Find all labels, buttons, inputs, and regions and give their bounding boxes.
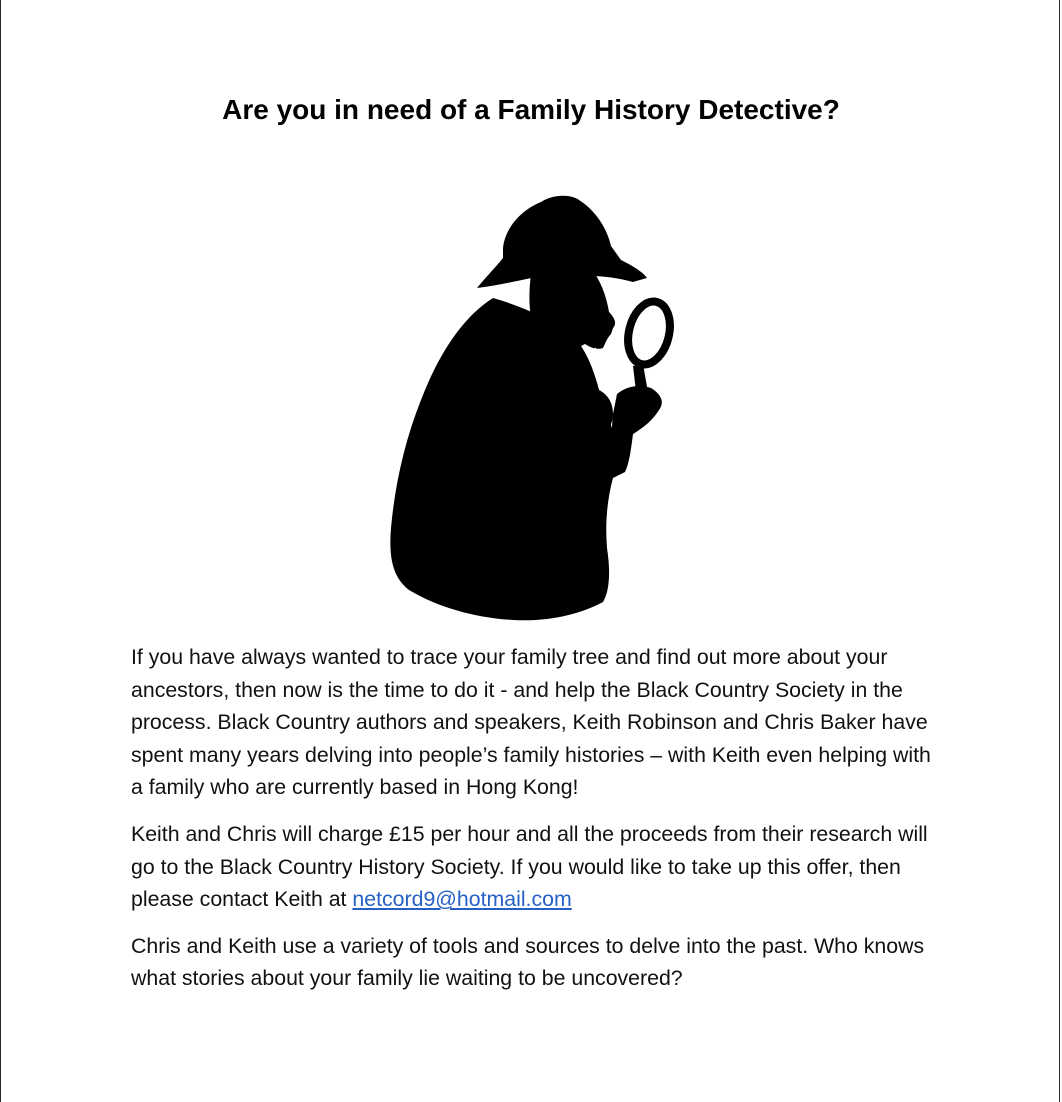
- coat-shape: [390, 298, 615, 620]
- email-link[interactable]: netcord9@hotmail.com: [352, 887, 572, 912]
- hand-shape: [612, 386, 662, 478]
- paragraph-contact: [131, 818, 941, 916]
- article-body: [131, 641, 941, 1009]
- paragraph-closing: Chris and Keith use a variety of tools and sources to delve into the past. Who knows what stories about your family lie waiting to be uncovered?: [131, 933, 925, 991]
- magnifier-lens: [622, 297, 676, 369]
- paragraph-contact-text: Keith and Chris will charge £15 per hour and all the proceeds from their research will go to the Black Country History Society. If you would like to take up this offer, then please contact Keith at: [131, 821, 928, 912]
- page-title: Are you in need of a Family History Detective?: [222, 94, 840, 125]
- detective-silhouette-icon: [381, 188, 681, 628]
- paragraph-intro: If you have always wanted to trace your family tree and find out more about your ancestors, then now is the time to do it - and help the Black Country Society in the process. Black Country authors and speakers, Keith Robinson and Chris Baker have spent many years delving into people’s family histories – with Keith even helping with a family who are currently based in Hong Kong!: [131, 645, 931, 800]
